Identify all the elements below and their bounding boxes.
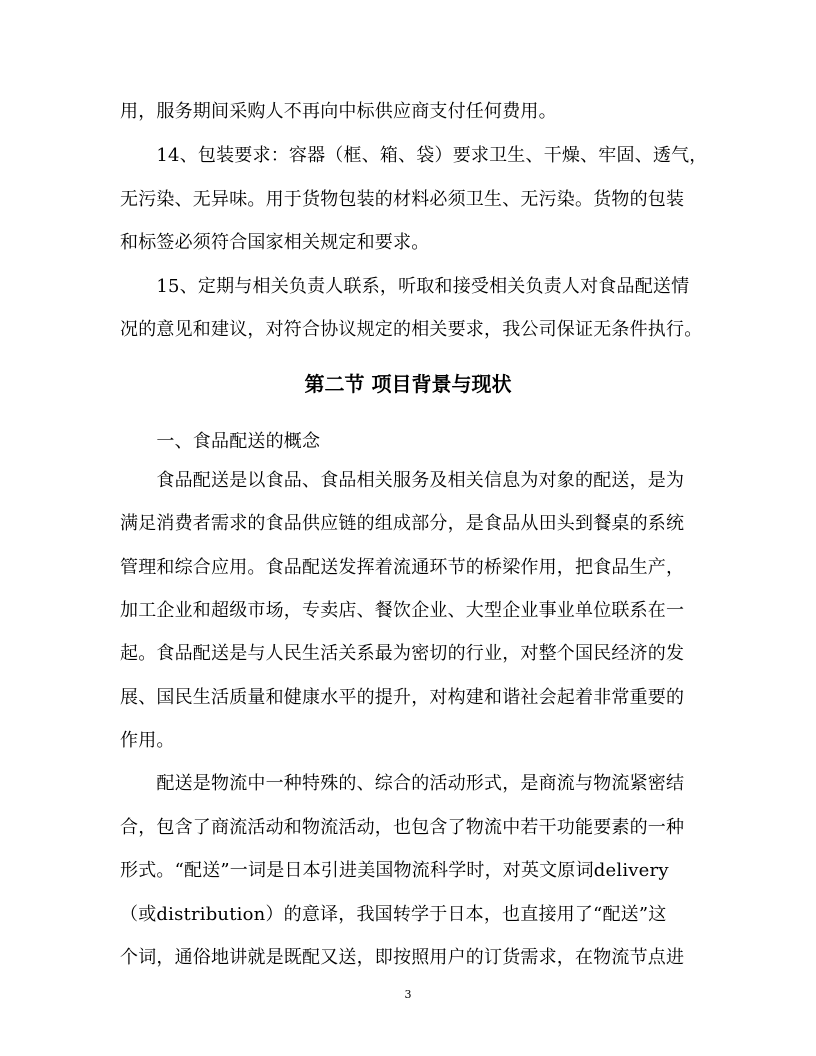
section-heading: 第二节 项目背景与现状: [304, 372, 512, 396]
text-line: （或distribution）的意译，我国转学于日本，也直接用了“配送”这: [120, 904, 667, 925]
subsection-title: 一、食品配送的概念: [120, 431, 321, 452]
text-line: 用，服务期间采购人不再向中标供应商支付任何费用。: [120, 101, 557, 122]
text-line: 展、国民生活质量和健康水平的提升，对构建和谐社会起着非常重要的: [120, 687, 685, 708]
text-line: 起。食品配送是与人民生活关系最为密切的行业，对整个国民经济的发: [120, 643, 685, 664]
text-line: 满足消费者需求的食品供应链的组成部分，是食品从田头到餐桌的系统: [120, 513, 685, 534]
text-line: 况的意见和建议，对符合协议规定的相关要求，我公司保证无条件执行。: [120, 319, 703, 340]
text-line: 无污染、无异味。用于货物包装的材料必须卫生、无污染。货物的包装: [120, 189, 685, 210]
page-number: 3: [404, 988, 412, 1001]
text-line: 合，包含了商流活动和物流活动，也包含了物流中若干功能要素的一种: [120, 817, 685, 838]
text-line: 个词，通俗地讲就是既配又送，即按照用户的订货需求，在物流节点进: [120, 947, 685, 968]
text-line: 15、定期与相关负责人联系，听取和接受相关负责人对食品配送情: [120, 276, 690, 297]
text-line: 形式。“配送”一词是日本引进美国物流科学时，对英文原词delivery: [120, 860, 669, 881]
text-line: 14、包装要求：容器（框、箱、袋）要求卫生、干燥、牢固、透气，: [120, 145, 708, 166]
text-line: 配送是物流中一种特殊的、综合的活动形式，是商流与物流紧密结: [120, 773, 685, 794]
text-line: 加工企业和超级市场，专卖店、餐饮企业、大型企业事业单位联系在一: [120, 600, 685, 621]
text-line: 作用。: [120, 730, 175, 751]
text-line: 和标签必须符合国家相关规定和要求。: [120, 232, 430, 253]
text-line: 管理和综合应用。食品配送发挥着流通环节的桥梁作用，把食品生产，: [120, 557, 685, 578]
text-line: 食品配送是以食品、食品相关服务及相关信息为对象的配送，是为: [120, 470, 685, 491]
